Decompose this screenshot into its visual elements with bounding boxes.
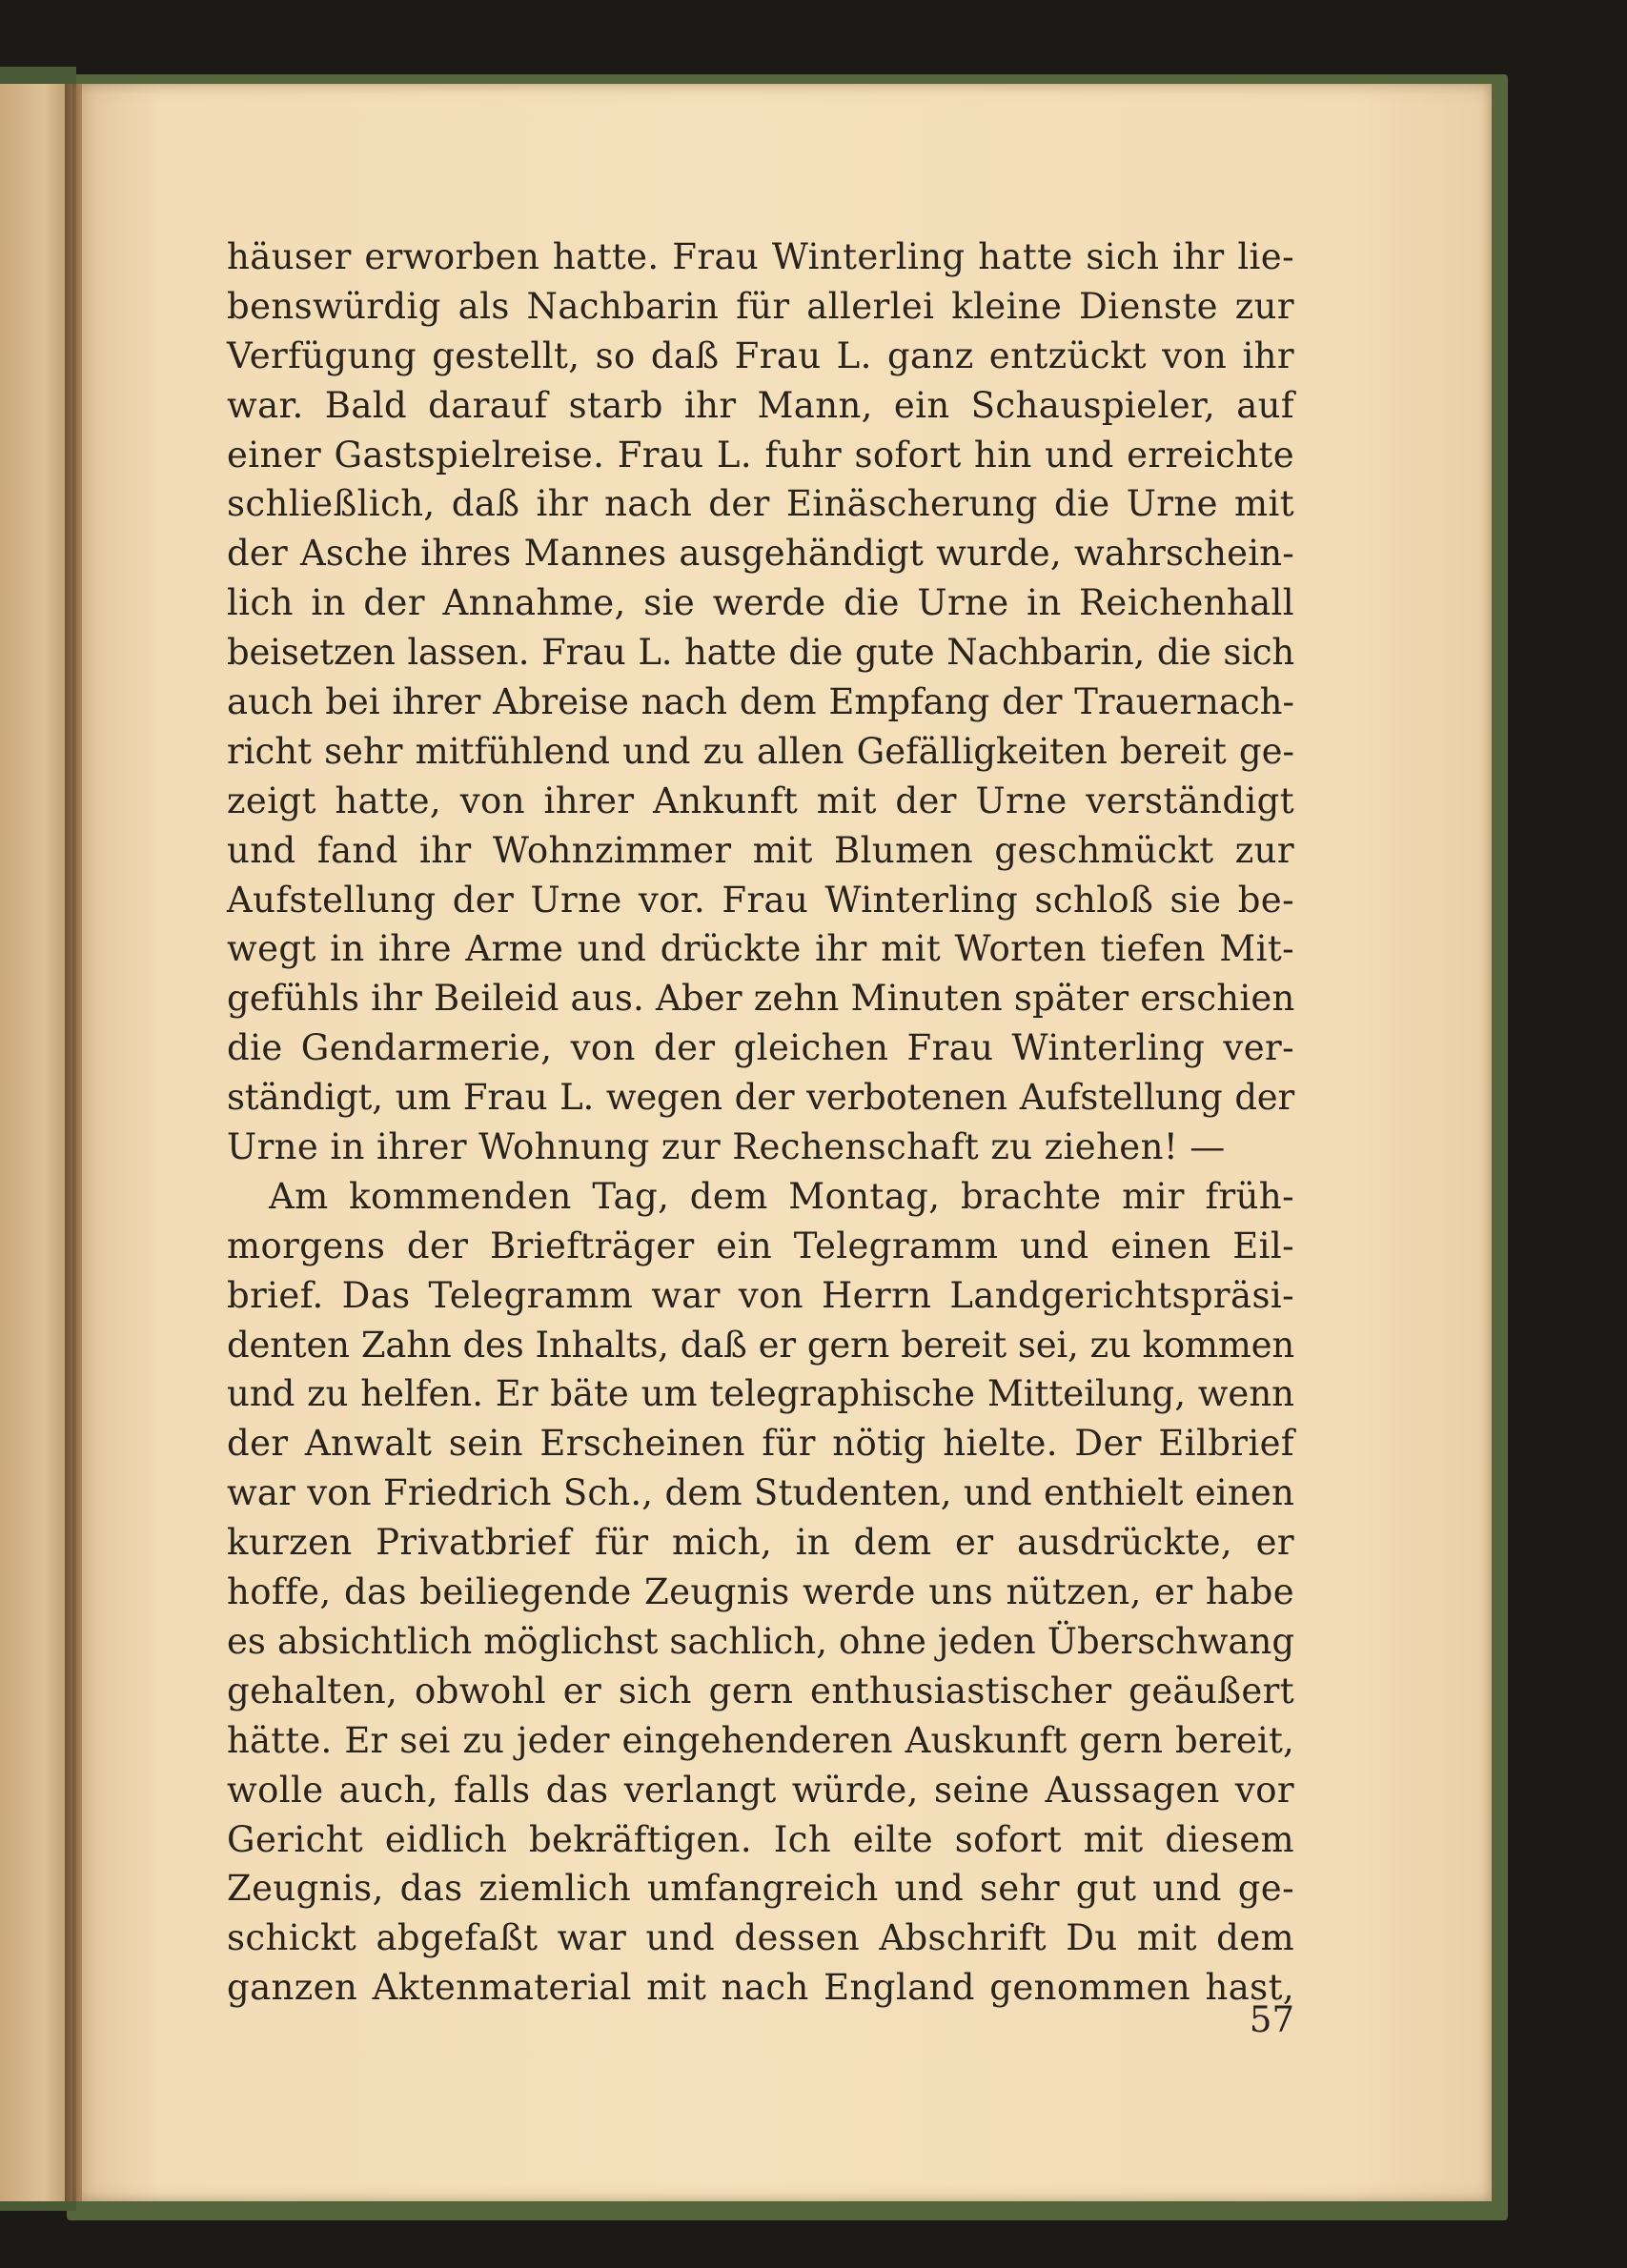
text-line: auch bei ihrer Abreise nach dem Empfang der Trauernach-	[227, 681, 1294, 723]
text-line: und zu helfen. Er bäte um telegraphische Mitteilung, wenn	[227, 1373, 1294, 1415]
text-line: wolle auch, falls das verlangt würde, seine Aussagen vor	[227, 1769, 1294, 1811]
text-line: war von Friedrich Sch., dem Studenten, und enthielt einen	[227, 1472, 1294, 1514]
text-line: richt sehr mitfühlend und zu allen Gefälligkeiten bereit ge-	[227, 730, 1294, 772]
facing-page-edge	[0, 84, 72, 2201]
text-line: der Anwalt sein Erscheinen für nötig hielte. Der Eilbrief	[227, 1423, 1294, 1465]
text-line: war. Bald darauf starb ihr Mann, ein Schauspieler, auf	[227, 384, 1294, 426]
page-number: 57	[1249, 1999, 1294, 2040]
text-line: ständigt, um Frau L. wegen der verbotenen Aufstellung der	[227, 1077, 1294, 1119]
text-line: es absichtlich möglichst sachlich, ohne jeden Überschwang	[227, 1620, 1294, 1662]
text-line: morgens der Briefträger ein Telegramm und einen Eil-	[227, 1225, 1294, 1266]
text-line: und fand ihr Wohnzimmer mit Blumen geschmückt zur	[227, 829, 1294, 871]
text-line: Aufstellung der Urne vor. Frau Winterling schloß sie be-	[227, 879, 1294, 921]
text-line: ganzen Aktenmaterial mit nach England genommen hast,	[227, 1967, 1294, 2009]
text-line: gefühls ihr Beileid aus. Aber zehn Minuten später erschien	[227, 978, 1295, 1020]
text-line: Zeugnis, das ziemlich umfangreich und sehr gut und ge-	[227, 1868, 1294, 1910]
text-line: die Gendarmerie, von der gleichen Frau Winterling ver-	[227, 1027, 1294, 1069]
text-line: häuser erworben hatte. Frau Winterling hatte sich ihr lie-	[227, 236, 1294, 277]
text-line: brief. Das Telegramm war von Herrn Landgerichtspräsi-	[227, 1274, 1294, 1316]
text-line: Verfügung gestellt, so daß Frau L. ganz entzückt von ihr	[227, 334, 1294, 376]
text-line: denten Zahn des Inhalts, daß er gern bereit sei, zu kommen	[227, 1324, 1294, 1366]
text-line: gehalten, obwohl er sich gern enthusiastischer geäußert	[227, 1670, 1294, 1711]
paragraph-end-line: Urne in ihrer Wohnung zur Rechenschaft zu ziehen! —	[227, 1126, 1226, 1168]
text-line: lich in der Annahme, sie werde die Urne in Reichenhall	[227, 582, 1294, 624]
page-gutter	[65, 84, 82, 2201]
text-line: zeigt hatte, von ihrer Ankunft mit der Urne verständigt	[227, 780, 1294, 821]
text-line: wegt in ihre Arme und drückte ihr mit Worten tiefen Mit-	[227, 928, 1294, 970]
text-line: hoffe, das beiliegende Zeugnis werde uns nützen, er habe	[227, 1571, 1294, 1613]
text-line: kurzen Privatbrief für mich, in dem er ausdrückte, er	[227, 1522, 1294, 1564]
text-line: der Asche ihres Mannes ausgehändigt wurde, wahrschein-	[227, 533, 1294, 575]
text-line: einer Gastspielreise. Frau L. fuhr sofort hin und erreichte	[227, 434, 1294, 476]
text-line: beisetzen lassen. Frau L. hatte die gute Nachbarin, die sich	[227, 632, 1294, 674]
text-line: schickt abgefaßt war und dessen Abschrift Du mit dem	[227, 1917, 1294, 1959]
text-line: schließlich, daß ihr nach der Einäscherung die Urne mit	[227, 483, 1294, 525]
text-line: Gericht eidlich bekräftigen. Ich eilte sofort mit diesem	[227, 1818, 1294, 1860]
text-line: benswürdig als Nachbarin für allerlei kleine Dienste zur	[227, 285, 1294, 327]
paragraph-start-line: Am kommenden Tag, dem Montag, brachte mir früh-	[269, 1175, 1294, 1217]
body-text	[227, 233, 1295, 2009]
text-line: hätte. Er sei zu jeder eingehenderen Auskunft gern bereit,	[227, 1719, 1294, 1761]
